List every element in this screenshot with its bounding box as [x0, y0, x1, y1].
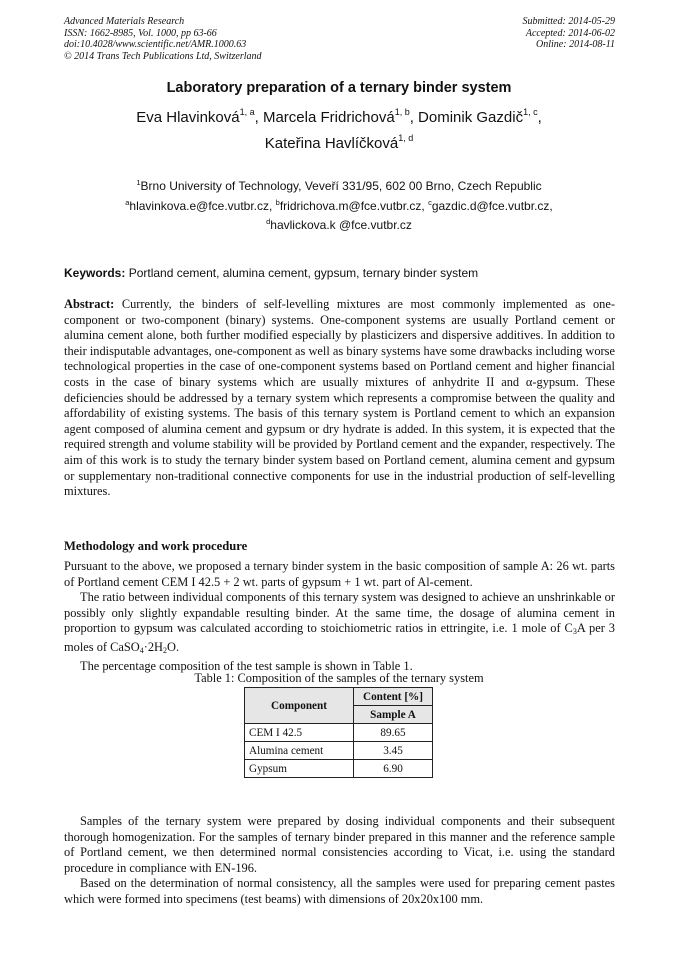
table-row — [245, 724, 433, 742]
author-name: Marcela Fridrichová — [262, 109, 395, 126]
author-separator: , — [409, 109, 419, 126]
header-sample: Sample A — [354, 706, 433, 724]
email-link: gazdic.d@fce.vutbr.cz, — [431, 199, 553, 213]
author-affil-sup: 1, d — [398, 133, 414, 143]
table-cell-value: 89.65 — [354, 724, 433, 742]
table-row — [245, 742, 433, 760]
author-separator: , — [254, 109, 263, 126]
table-cell-value: 6.90 — [354, 760, 433, 778]
email-line: $^d$havlickova.k @fce.vutbr.cz — [266, 217, 412, 232]
table-cell-component: Alumina cement — [245, 742, 354, 760]
table-cell-component: Gypsum — [245, 760, 354, 778]
submitted-date: Submitted: 2014-05-29 — [522, 16, 615, 27]
author-name: Dominik Gazdič — [418, 109, 524, 126]
author-affil-sup: 1, b — [394, 107, 410, 117]
email-link: havlickova.k @fce.vutbr.cz — [270, 218, 412, 232]
table-row — [245, 760, 433, 778]
abstract — [64, 297, 615, 500]
journal-issn: ISSN: 1662-8985, Vol. 1000, pp 63-66 — [64, 27, 217, 39]
paper-title: Laboratory preparation of a ternary binder system — [166, 80, 512, 96]
paragraph: The ratio between individual components of this ternary system was designed to achieve an unshrinkable or possibly only slightly expandable resulting binder. At the same time, the dosage of alumina cement in proportion to gypsum was calculated according to stoichiometric ratios in ettringite, i.e. 1 mole of $C_3A$ per 3 moles of $CaSO_4\cdot 2H_2O$. — [64, 590, 615, 655]
abstract-label: Abstract: — [64, 297, 115, 311]
author-separator: , — [537, 109, 542, 126]
accepted-date: Accepted: 2014-06-02 — [525, 27, 615, 39]
author-name: Eva Hlavinková — [136, 109, 240, 126]
table-caption: Table 1: Composition of the samples of the ternary system — [194, 671, 484, 685]
paragraph: Pursuant to the above, we proposed a ternary binder system in the basic composition of sample A: 26 wt. parts of Portland cement CEM I 42.5 + 2 wt. parts of gypsum + 1 wt. part of Al-cement. — [64, 559, 615, 589]
author-list — [0, 102, 678, 154]
section-heading: Methodology and work procedure — [64, 539, 248, 553]
table-cell-component: CEM I 42.5 — [245, 724, 354, 742]
keywords-label: Keywords: — [64, 266, 126, 280]
composition-table — [244, 687, 433, 778]
online-date: Online: 2014-08-11 — [536, 39, 615, 50]
journal-info — [64, 16, 262, 62]
paragraph: Based on the determination of normal consistency, all the samples were used for preparing cement pastes which were formed into specimens (test beams) with dimensions of 20x20x100 mm. — [64, 876, 615, 906]
submission-dates — [523, 16, 616, 51]
journal-copyright: © 2014 Trans Tech Publications Ltd, Switzerland — [64, 50, 262, 62]
keywords-text: Portland cement, alumina cement, gypsum, ternary binder system — [125, 266, 479, 280]
table-header-row — [245, 688, 433, 706]
email-link: hlavinkova.e@fce.vutbr.cz, — [129, 199, 276, 213]
email-link: fridrichova.m@fce.vutbr.cz, — [279, 199, 429, 213]
header-content: Content [%] — [354, 688, 433, 706]
paragraph: Samples of the ternary system were prepared by dosing individual components and their subsequent thorough homogenization. For the samples of ternary binder prepared in this manner and the reference sample of Portland cement, we then determined normal consistencies according to Vicat, i.e. using the standard procedure in compliance with EN-196. — [64, 814, 615, 875]
paragraph: The percentage composition of the test sample is shown in Table 1. — [80, 658, 413, 673]
keywords — [64, 266, 615, 280]
methodology-text — [64, 559, 615, 674]
author-affil-sup: 1, c — [523, 107, 538, 117]
journal-name: Advanced Materials Research — [64, 16, 185, 27]
abstract-text: Currently, the binders of self-levelling mixtures are most commonly implemented as one-component or two-component (binary) systems. One-component systems are usually Portland cement or alumina cement alone, both further modified especially by plasticizers and dispersive additives. In addition to their indisputable advantages, one-component as well as binary systems have some drawbacks including worse technological properties in the case of one-component systems based on Portland cement and higher financial costs in the case of binary systems which are usually mixtures of anhydrite II and α-gypsum. These deficiencies should be addressed by a ternary system which represents a compromise between the quality and affordability of existing systems. The basis of this ternary system is Portland cement to which an expansion agent composed of alumina cement and gypsum or dry hydrate is added. In this system, it is expected that the required strength and volume stability will be provided by Portland cement and the expander, respectively. The aim of this work is to study the ternary binder system based on Portland cement, alumina cement and gypsum or supplementary non-traditional connective components for use in the industrial production of self-levelling mixtures. — [64, 297, 615, 499]
journal-doi: doi:10.4028/www.scientific.net/AMR.1000.63 — [64, 39, 247, 50]
email-line: $^a$hlavinkova.e@fce.vutbr.cz, $^b$fridrichova.m@fce.vutbr.cz, $^c$gazdic.d@fce.vutbr.cz, — [125, 198, 553, 213]
procedure-text — [64, 814, 615, 908]
affiliation: $^1$Brno University of Technology, Veveří 331/95, 602 00 Brno, Czech Republic — [136, 178, 542, 193]
affiliation-block — [0, 175, 678, 233]
author-name: Kateřina Havlíčková — [264, 135, 399, 152]
header-component: Component — [245, 688, 354, 724]
author-affil-sup: 1, a — [239, 107, 255, 117]
table-cell-value: 3.45 — [354, 742, 433, 760]
